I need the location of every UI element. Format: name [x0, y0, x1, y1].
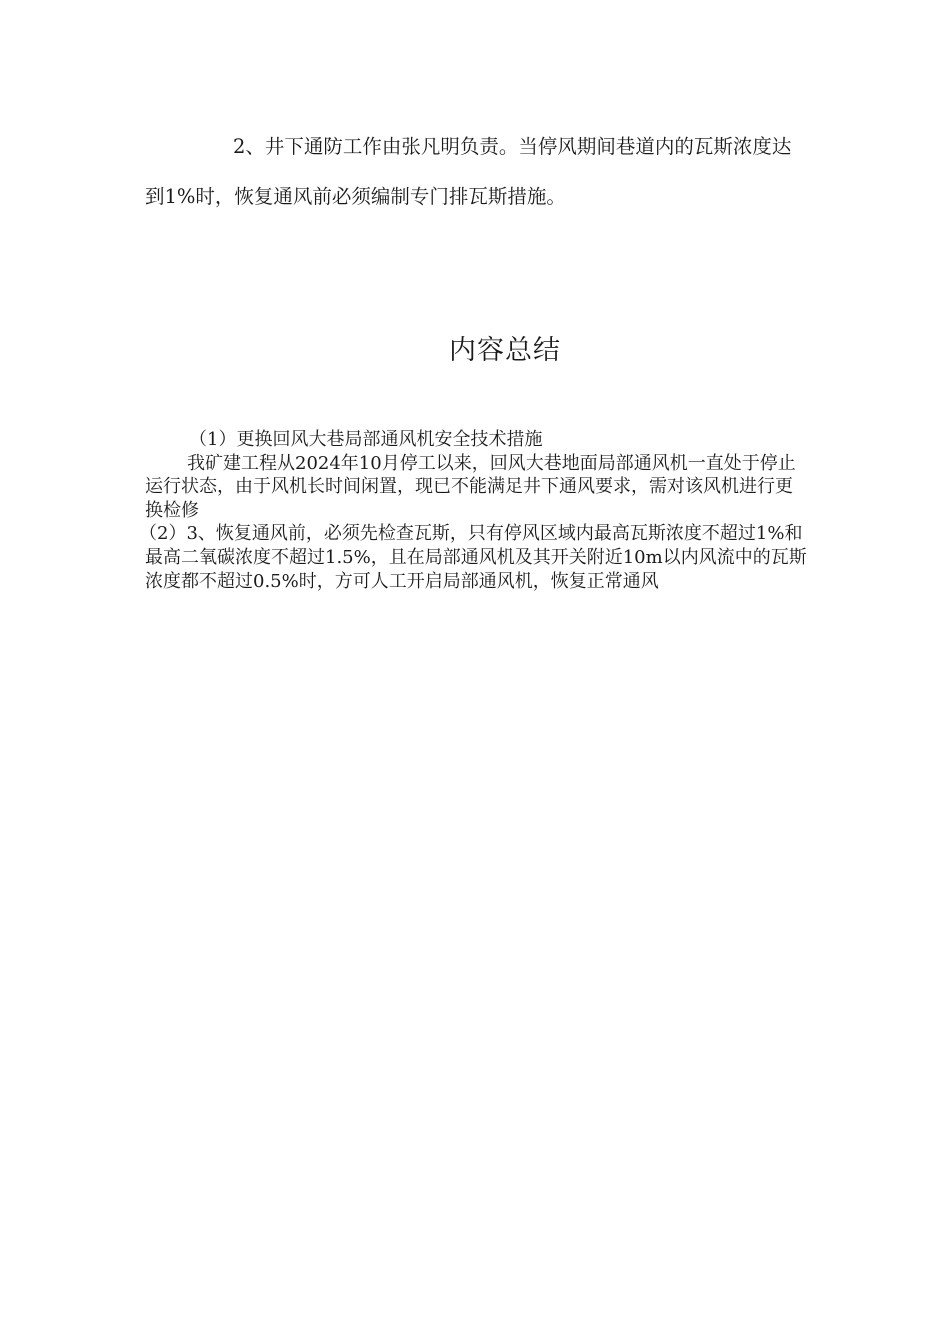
- summary-item-2: （2）3、恢复通风前，必须先检查瓦斯，只有停风区域内最高瓦斯浓度不超过1%和最高二氧碳浓度不超过1.5%，且在局部通风机及其开关附近10m以内风流中的瓦斯浓度都不超过0.5%时，方可人工开启局部通风机，恢复正常通风: [139, 523, 807, 592]
- body-paragraph: 2、井下通防工作由张凡明负责。当停风期间巷道内的瓦斯浓度达到1%时，恢复通风前必须编制专门排瓦斯措施。: [145, 135, 792, 208]
- summary-item-1-title: （1）更换回风大巷局部通风机安全技术措施: [189, 429, 543, 450]
- summary-item-1-body: 我矿建工程从2024年10月停工以来，回风大巷地面局部通风机一直处于停止运行状态，由于风机长时间闲置，现已不能满足井下通风要求，需对该风机进行更换检修: [145, 452, 796, 521]
- summary-heading: 内容总结: [449, 335, 561, 366]
- summary-section: [139, 428, 807, 593]
